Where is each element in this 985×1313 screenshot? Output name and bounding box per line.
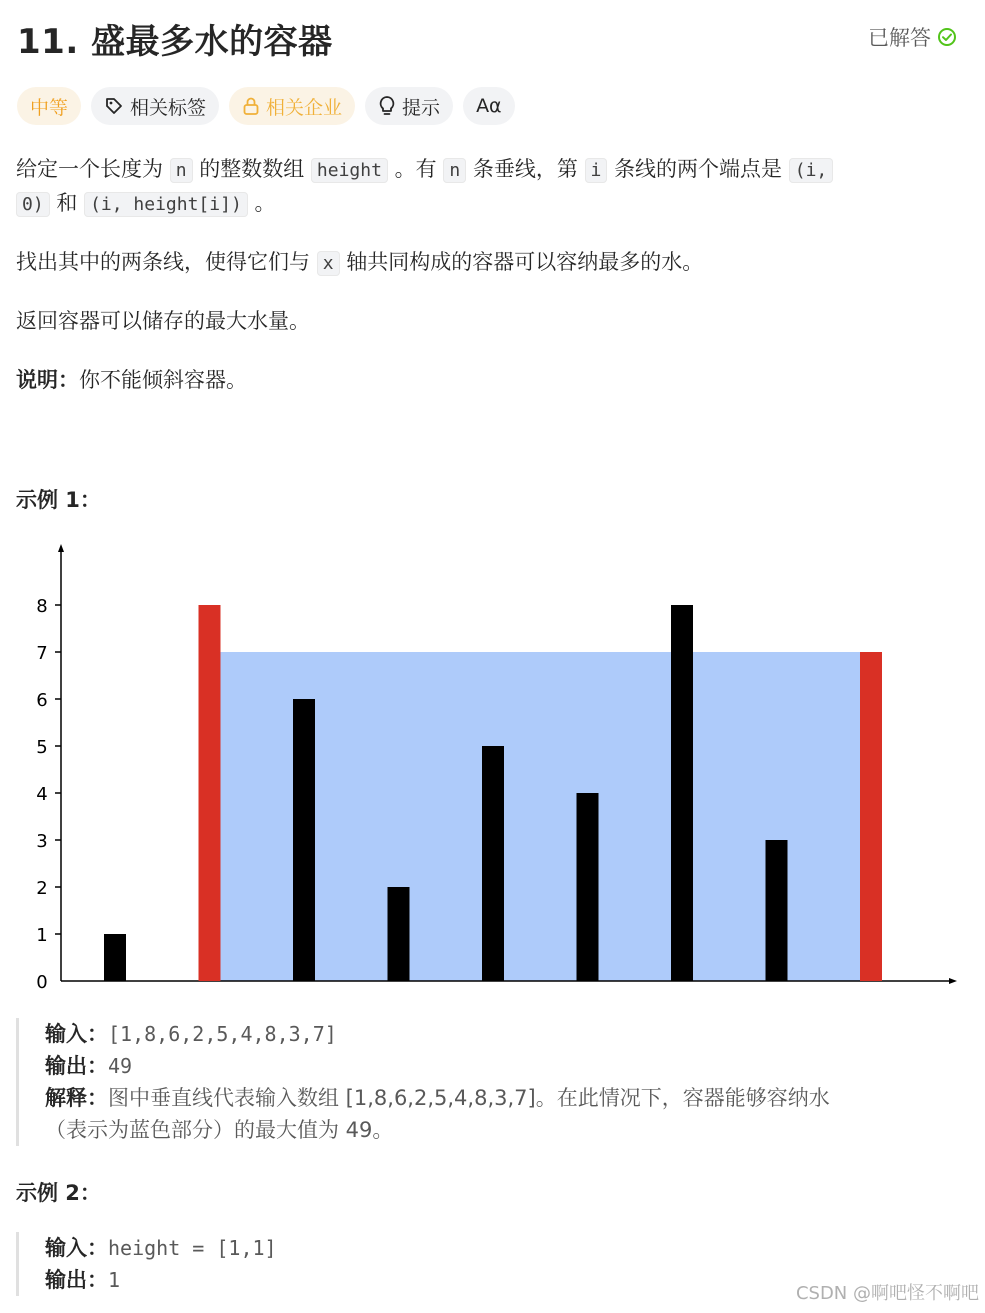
check-circle-icon: [937, 27, 957, 47]
container-wall-bar: [860, 652, 882, 981]
height-bar: [671, 605, 693, 981]
y-tick-label: 2: [36, 878, 48, 899]
note-text: 你不能倾斜容器。: [79, 368, 247, 392]
description-line-1: 给定一个长度为 n 的整数数组 height 。有 n 条垂线，第 i 条线的两个端点是 (i,: [16, 152, 833, 188]
related-companies-label: 相关企业: [266, 96, 343, 119]
height-bar: [388, 887, 410, 981]
code-point-1b: 0): [16, 192, 50, 217]
description-line-2: 0) 和 (i, height[i]) 。: [16, 186, 275, 222]
y-tick-label: 7: [36, 643, 48, 664]
note-label: 说明：: [16, 368, 79, 392]
description-line-3: 找出其中的两条线，使得它们与 x 轴共同构成的容器可以容纳最多的水。: [16, 250, 704, 274]
code-point-1a: (i,: [789, 158, 834, 183]
example-1-explanation: 解释：图中垂直线代表输入数组 [1,8,6,2,5,4,8,3,7]。在此情况下，容器能够容纳水: [45, 1086, 830, 1110]
y-tick-label: 4: [36, 784, 48, 805]
solved-label: 已解答: [868, 26, 931, 50]
example-1-output: 输出：49: [45, 1054, 133, 1078]
hints-button[interactable]: [365, 87, 453, 125]
related-companies-button[interactable]: [229, 87, 355, 125]
example-2-title: 示例 2：: [16, 1181, 101, 1205]
y-tick-label: 3: [36, 831, 48, 852]
y-tick-label: 5: [36, 737, 48, 758]
tag-bar: [17, 87, 515, 125]
related-tags-button[interactable]: [91, 87, 219, 125]
page-title: 11. 盛最多水的容器: [17, 22, 333, 62]
difficulty-badge[interactable]: [17, 87, 81, 125]
note: [16, 363, 247, 397]
related-tags-label: 相关标签: [130, 96, 207, 119]
x-axis-arrow: [949, 978, 957, 984]
y-tick-label: 8: [36, 596, 48, 617]
example-1-input: 输入：[1,8,6,2,5,4,8,3,7]: [45, 1022, 337, 1046]
description-line-4: 返回容器可以储存的最大水量。: [16, 309, 310, 333]
hints-label: 提示: [402, 96, 441, 119]
translate-button[interactable]: [463, 87, 515, 125]
code-x: x: [317, 251, 340, 276]
code-height: height: [311, 158, 388, 183]
container-chart: [20, 540, 965, 1000]
height-bar: [766, 840, 788, 981]
code-point-2: (i, height[i]): [84, 192, 248, 217]
example-2-input: 输入：height = [1,1]: [45, 1236, 277, 1260]
tag-icon: [104, 96, 124, 116]
y-axis-arrow: [58, 544, 64, 552]
example-1-block: [16, 1018, 830, 1146]
lightbulb-icon: [378, 95, 396, 117]
y-tick-label: 0: [36, 972, 48, 993]
example-2-output: 输出：1: [45, 1268, 121, 1292]
translate-icon: Aα: [476, 95, 502, 117]
container-wall-bar: [199, 605, 221, 981]
solved-status: [868, 22, 957, 52]
watermark: CSDN @啊吧怪不啊吧: [795, 1283, 979, 1304]
code-n: n: [443, 158, 466, 183]
y-tick-label: 1: [36, 925, 48, 946]
code-i: i: [585, 158, 608, 183]
example-2-block: [16, 1232, 277, 1296]
example-1-title: 示例 1：: [16, 488, 101, 512]
height-bar: [104, 934, 126, 981]
code-n: n: [170, 158, 193, 183]
example-1-explanation-cont: （表示为蓝色部分）的最大值为 49。: [45, 1118, 394, 1142]
height-bar: [482, 746, 504, 981]
height-bar: [293, 699, 315, 981]
y-tick-label: 6: [36, 690, 48, 711]
height-bar: [577, 793, 599, 981]
difficulty-label: 中等: [30, 96, 69, 119]
lock-icon: [242, 96, 260, 116]
